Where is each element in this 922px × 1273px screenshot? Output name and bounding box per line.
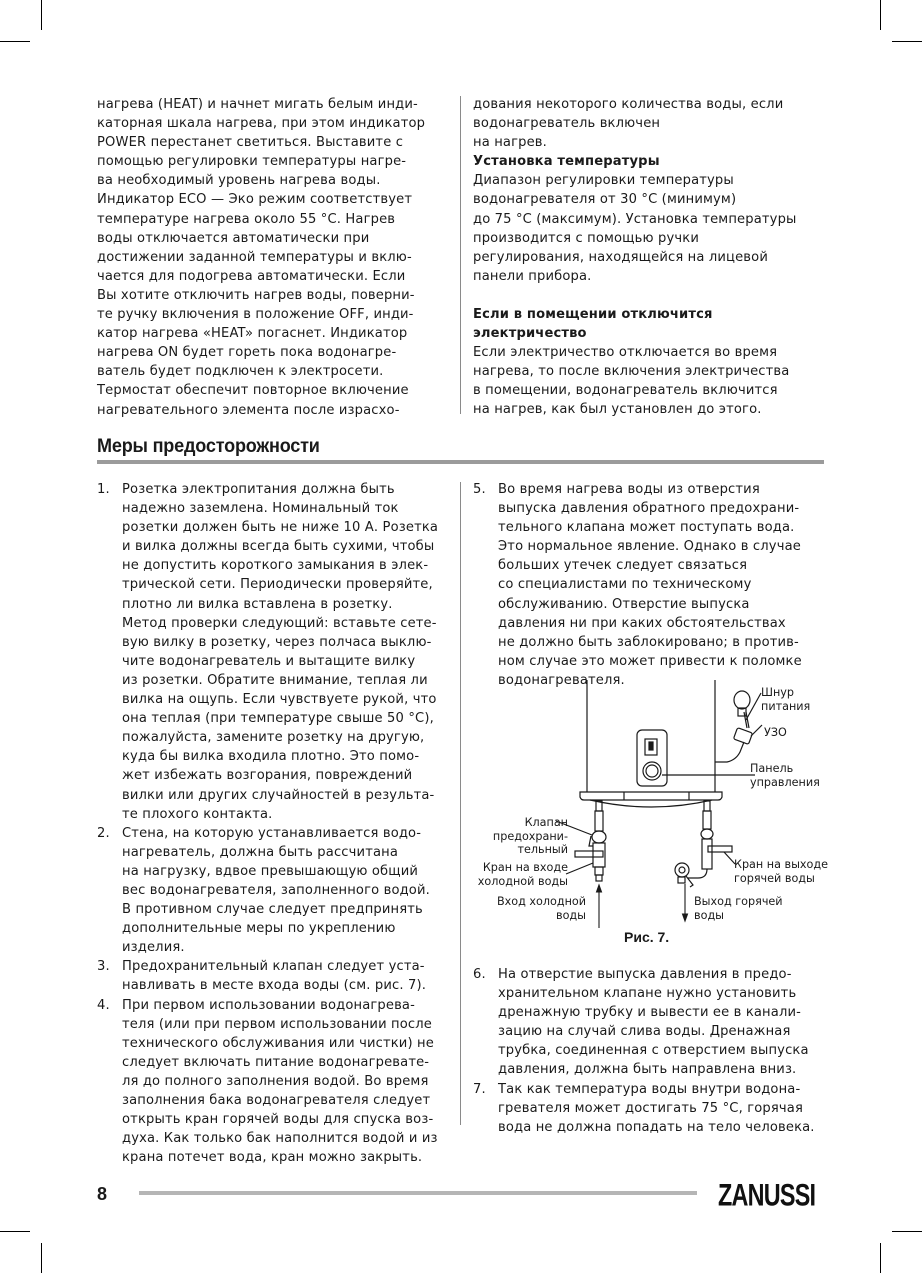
label-line: Кран на выходе (734, 858, 829, 871)
text-line: пожалуйста, замените розетку на другую, (122, 730, 425, 746)
list-item-number: 4. (97, 997, 110, 1013)
label-line: питания (761, 699, 811, 713)
crop-mark (41, 0, 42, 30)
text-line: зацию на случай слива воды. Дренажная (498, 1024, 791, 1040)
text-line: ля до полного заполнения водой. Во время (122, 1073, 429, 1089)
footer-rule (139, 1191, 697, 1195)
text-line: На отверстие выпуска давления в предо- (498, 967, 792, 982)
text-line: на нагрузку, вдвое превышающую общий (122, 863, 419, 879)
text-line: Это нормальное явление. Однако в случае (498, 539, 801, 555)
crop-mark (880, 0, 881, 30)
temperature-heading: Установка температуры (473, 154, 660, 170)
precautions-list (473, 480, 828, 690)
column-divider (460, 482, 461, 1125)
text-line: Диапазон регулировки температуры (473, 173, 734, 189)
text-line: нагреватель, должна быть рассчитана (122, 844, 399, 860)
heading-line: Если в помещении отключится (473, 306, 713, 322)
leader-line (566, 863, 593, 874)
label-line: холодной воды (477, 874, 568, 888)
text-line: розетки должен быть не ниже 10 А. Розетка (122, 520, 439, 536)
label-line: воды (694, 908, 725, 922)
list-item-number: 1. (97, 482, 110, 497)
text-line: В противном случае следует предпринять (122, 902, 423, 918)
list-item (97, 480, 452, 824)
text-line: гревателя может достигать 75 °C, горячая (498, 1100, 803, 1116)
label-line: Вход холодной (496, 895, 586, 908)
safety-valve (592, 831, 606, 843)
label-line: управления (750, 775, 820, 789)
text-line: катор нагрева «HEAT» погаснет. Индикатор (97, 326, 408, 342)
text-line: трической сети. Периодически проверяйте, (122, 577, 433, 593)
list-item-number: 7. (473, 1081, 486, 1097)
page-number: 8 (97, 1184, 108, 1204)
text-line: каторная шкала нагрева, при этом индикатор (97, 116, 426, 132)
crop-mark (892, 1231, 922, 1232)
power-outage-text (473, 343, 823, 419)
text-line: Во время нагрева воды из отверстия (498, 482, 760, 497)
text-line: чается для подогрева автоматически. Если (97, 268, 406, 284)
text-line: хранительном клапане нужно установить (498, 986, 797, 1002)
text-line: навливать в месте входа воды (см. рис. 7). (122, 978, 427, 994)
text-line: водонагревателя. (498, 672, 625, 688)
text-line: надежно заземлена. Номинальный ток (122, 501, 399, 517)
heading-line: электричество (473, 326, 587, 342)
text-line: давления ни при каких обстоятельствах (498, 615, 786, 631)
text-line: Стена, на которую устанавливается водо- (122, 825, 422, 841)
list-item-number: 2. (97, 825, 110, 841)
text-line: дренажную трубку и вывести ее в канали- (498, 1005, 801, 1021)
label-line: тельный (517, 843, 568, 856)
text-line: Так как температура воды внутри водона- (498, 1081, 801, 1097)
text-line: производится с помощью ручки (473, 230, 699, 246)
list-item (473, 965, 828, 1080)
text-line: изделия. (122, 940, 185, 956)
text-line: POWER перестанет светиться. Выставите с (97, 135, 404, 151)
text-line: Если электричество отключается во время (473, 345, 778, 361)
hot-outlet-label (694, 895, 783, 922)
list-item (473, 1080, 828, 1137)
text-line: нагревательного элемента после израсхо- (97, 402, 400, 418)
text-line: чите водонагреватель и вытащите вилку (122, 653, 416, 669)
top-right-column (473, 95, 823, 420)
text-line: водонагревателя от 30 °C (минимум) (473, 192, 737, 208)
control-panel-label (750, 762, 820, 789)
continuation-text-end (473, 95, 823, 152)
text-line: Термостат обеспечит повторное включение (97, 383, 409, 399)
text-line: на нагрев. (473, 135, 547, 151)
rcd-label: УЗО (764, 726, 787, 739)
top-left-column (97, 95, 447, 420)
text-line: больших утечек следует связаться (498, 558, 748, 574)
label-line: Шнур (761, 686, 794, 699)
precautions-list (473, 965, 828, 1137)
text-line: дования некоторого количества воды, если (473, 97, 784, 112)
label-line: воды (555, 908, 586, 922)
text-line: регулирования, находящейся на лицевой (473, 249, 768, 265)
section-rule (97, 460, 824, 464)
text-line: теля (или при первом использовании после (122, 1016, 433, 1032)
text-line: ва необходимый уровень нагрева воды. (97, 173, 381, 189)
text-line: вес водонагревателя, заполненного водой. (122, 882, 430, 898)
text-line: жет избежать возгорания, повреждений (122, 768, 413, 784)
safety-valve-label (472, 816, 568, 857)
text-line: Вы хотите отключить нагрев воды, поверни- (97, 287, 415, 303)
precautions-right-column (473, 480, 828, 690)
text-line: технического обслуживания или чистки) не (122, 1035, 434, 1051)
text-line: вилки или других случайностей в результа- (122, 787, 435, 803)
label-line: Выход горячей (694, 895, 783, 908)
list-item (97, 996, 452, 1168)
figure-7 (472, 680, 832, 948)
text-line: нагрева, то после включения электричества (473, 364, 790, 380)
text-line: вилка на ощупь. Если чувствуете рукой, что (122, 692, 437, 708)
text-line: Метод проверки следующий: вставьте сете- (122, 615, 437, 631)
precautions-list (97, 480, 452, 1167)
label-line: горячей воды (734, 871, 815, 885)
text-line: достижении заданной температуры и вклю- (97, 249, 412, 265)
text-line: давления, должна быть направлена вниз. (498, 1062, 797, 1078)
text-line: нагрева (HEAT) и начнет мигать белым инди- (97, 97, 418, 112)
text-line: вую вилку в розетку, через полчаса выклю- (122, 634, 432, 650)
text-line: те плохого контакта. (122, 806, 273, 822)
text-line: со специалистами по техническому (498, 577, 752, 593)
text-line: нагрева ON будет гореть пока водонагре- (97, 345, 397, 361)
text-line: Индикатор ECO — Эко режим соответствует (97, 192, 413, 208)
text-line: обслуживанию. Отверстие выпуска (498, 596, 750, 612)
text-line: куда бы вилка входила плотно. Это помо- (122, 749, 420, 765)
text-line: вода не должна попадать на тело человека. (498, 1119, 815, 1135)
label-line: Кран на входе (482, 861, 568, 874)
section-title: Меры предосторожности (97, 436, 320, 457)
tank-base (580, 792, 722, 800)
text-line: и вилка должны всегда быть сухими, чтобы (122, 539, 435, 555)
list-item (97, 824, 452, 958)
text-line: трубка, соединенная с отверстием выпуска (498, 1043, 809, 1059)
list-item-number: 5. (473, 482, 486, 497)
power-outage-heading (473, 305, 823, 343)
figure-caption: Рис. 7. (624, 929, 670, 945)
text-line: тельного клапана может поступать вода. (498, 520, 795, 536)
text-line: Предохранительный клапан следует уста- (122, 959, 425, 975)
cold-inlet-label (472, 895, 586, 922)
text-line: следует включать питание водонагревате- (122, 1054, 430, 1070)
label-line: Клапан (524, 816, 568, 829)
text-line: заполнения бака водонагревателя следует (122, 1093, 431, 1108)
list-item-number: 6. (473, 967, 486, 982)
hot-outlet-tap-label (734, 858, 828, 885)
text-line: выпуска давления обратного предохрани- (498, 501, 800, 517)
temperature-text (473, 171, 823, 286)
text-line: из розетки. Обратите внимание, теплая ли (122, 672, 428, 688)
text-line: водонагреватель включен (473, 116, 661, 132)
text-line: панели прибора. (473, 268, 592, 284)
list-item (473, 480, 828, 690)
cold-inlet-tap-label (472, 861, 568, 888)
text-line: температуре нагрева около 55 °C. Нагрев (97, 211, 396, 227)
precautions-right-column-bottom (473, 965, 828, 1137)
brand-logo: ZANUSSI (718, 1178, 816, 1213)
crop-mark (880, 1243, 881, 1273)
hot-outlet-tap (702, 839, 712, 869)
text-line: те ручку включения в положение OFF, инди- (97, 307, 414, 323)
text-line: открыть кран горячей воды для спуска воз- (122, 1112, 434, 1128)
text-line: воды отключается автоматически при (97, 230, 370, 246)
crop-mark (0, 1231, 30, 1232)
power-cord-label (761, 686, 810, 713)
text-line: помощью регулировки температуры нагре- (97, 154, 407, 170)
text-line: ном случае это может привести к поломке (498, 653, 802, 669)
column-divider (460, 96, 461, 414)
text-line: в помещении, водонагреватель включится (473, 383, 778, 399)
label-line: предохрани- (492, 829, 568, 843)
text-line: плотно ли вилка вставлена в розетку. (122, 596, 393, 612)
text-line: дополнительные меры по укреплению (122, 921, 396, 937)
text-line: не допустить короткого замыкания в элек- (122, 558, 429, 574)
text-line: ватель будет подключен к электросети. (97, 364, 384, 380)
crop-mark (41, 1243, 42, 1273)
text-line: духа. Как только бак наполнится водой и из (122, 1131, 438, 1147)
rcd-device (733, 728, 752, 745)
text-line: крана потечет вода, кран можно закрыть. (122, 1150, 423, 1166)
precautions-left-column (97, 480, 452, 1167)
text-line: она теплая (при температуре свыше 50 °C), (122, 711, 434, 727)
crop-mark (892, 41, 922, 42)
label-line: Панель (750, 762, 794, 775)
text-line: на нагрев, как был установлен до этого. (473, 402, 762, 418)
continuation-text (97, 95, 447, 420)
list-item (97, 957, 452, 995)
text-line: не должно быть заблокировано; в против- (498, 634, 799, 650)
text-line: При первом использовании водонагрева- (122, 997, 415, 1013)
leader-line (751, 725, 762, 736)
list-item-number: 3. (97, 959, 110, 975)
text-line: Розетка электропитания должна быть (122, 482, 395, 497)
text-line: до 75 °C (максимум). Установка температуры (473, 211, 797, 227)
crop-mark (0, 41, 30, 42)
plug (734, 691, 750, 709)
